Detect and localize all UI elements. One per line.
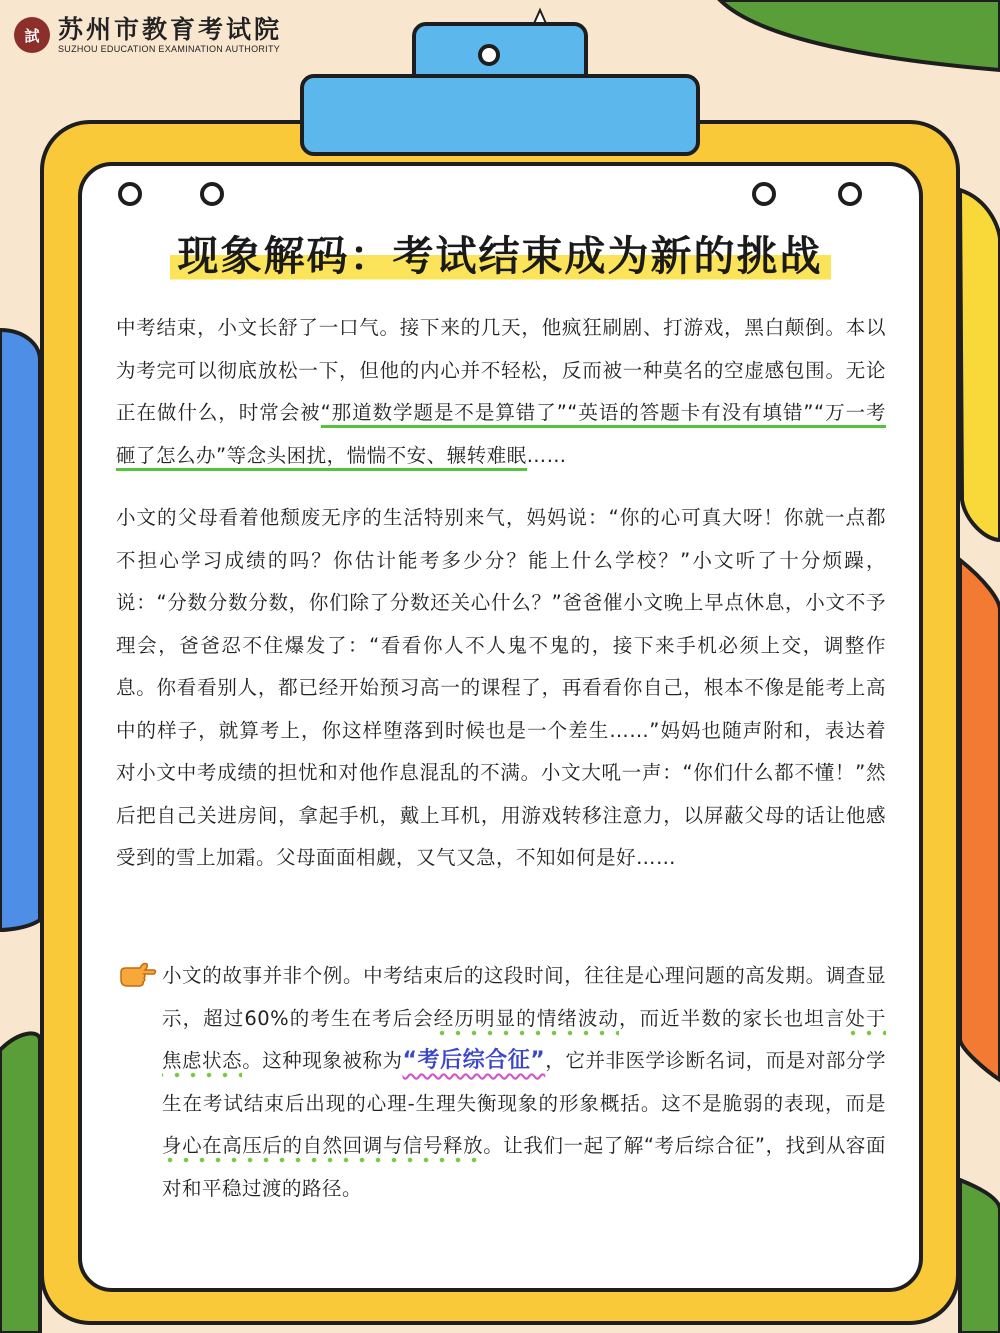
highlighted-thoughts: “那道数学题是不是算错了”“英语的答题卡有没有填错”“万一考砸了怎么办”等念头困扰，惴惴不安、辗转难眠: [116, 401, 886, 471]
org-name-en: SUZHOU EDUCATION EXAMINATION AUTHORITY: [58, 44, 281, 54]
bg-orange-right: [960, 560, 1000, 1080]
seal-icon: 試: [14, 17, 50, 53]
emphasis-mark: 处于焦虑状态: [162, 1007, 886, 1079]
bg-blue-left: [0, 330, 40, 930]
clip-hole: [478, 44, 500, 66]
key-term: “考后综合征”: [402, 1048, 546, 1073]
paragraph-intro: 中考结束，小文长舒了一口气。接下来的几天，他疯狂刷剧、打游戏，黑白颠倒。本以为考完可以彻底放松一下，但他的内心并不轻松，反而被一种莫名的空虚感包围。无论正在做什么，时常会被“那道数学题是不是算错了”“英语的答题卡有没有填错”“万一考砸了怎么办”等念头困扰，惴惴不安、辗转难眠……: [116, 307, 886, 477]
page-title: 现象解码：考试结束成为新的挑战: [170, 228, 831, 284]
ring-hole: [752, 182, 776, 206]
clip-top: [412, 22, 588, 80]
bg-green-bottom-left: [0, 1033, 40, 1333]
bg-green-bottom-right: [960, 1180, 1000, 1333]
header-logo: [14, 16, 282, 54]
ring-hole: [118, 182, 142, 206]
pointing-hand-icon: [118, 958, 158, 992]
ring-hole: [838, 182, 862, 206]
emphasis-mark: 经历明显的情绪波动: [434, 1007, 619, 1036]
ring-hole: [200, 182, 224, 206]
bg-green-top-right: [720, 0, 1000, 70]
emphasis-mark: 身心在高压后的自然回调与信号释放: [162, 1134, 483, 1163]
clip-bottom: [300, 74, 700, 156]
paragraph-summary: 小文的故事并非个例。中考结束后的这段时间，往往是心理问题的高发期。调查显示，超过60%的考生在考后会经历明显的情绪波动，而近半数的家长也坦言处于焦虑状态。这种现象被称为“考后综合征”，它并非医学诊断名词，而是对部分学生在考试结束后出现的心理-生理失衡现象的形象概括。这不是脆弱的表现，而是身心在高压后的自然回调与信号释放。让我们一起了解“考后综合征”，找到从容面对和平稳过渡的路径。: [162, 964, 886, 1200]
paragraph-parents: 小文的父母看着他颓废无序的生活特别来气，妈妈说：“你的心可真大呀！你就一点都不担心学习成绩的吗？你估计能考多少分？能上什么学校？”小文听了十分烦躁，说：“分数分数分数，你们除了分数还关心什么？”爸爸催小文晚上早点休息，小文不予理会，爸爸忍不住爆发了：“看看你人不人鬼不鬼的，接下来手机必须上交，调整作息。你看看别人，都已经开始预习高一的课程了，再看看你自己，根本不像是能考上高中的样子，就算考上，你这样堕落到时候也是一个差生……”妈妈也随声附和，表达着对小文中考成绩的担忧和对他作息混乱的不满。小文大吼一声：“你们什么都不懂！”然后把自己关进房间，拿起手机，戴上耳机，用游戏转移注意力，以屏蔽父母的话让他感受到的雪上加霜。父母面面相觑，又气又急，不知如何是好……: [116, 506, 886, 869]
org-name-cn: 苏州市教育考试院: [58, 15, 283, 44]
